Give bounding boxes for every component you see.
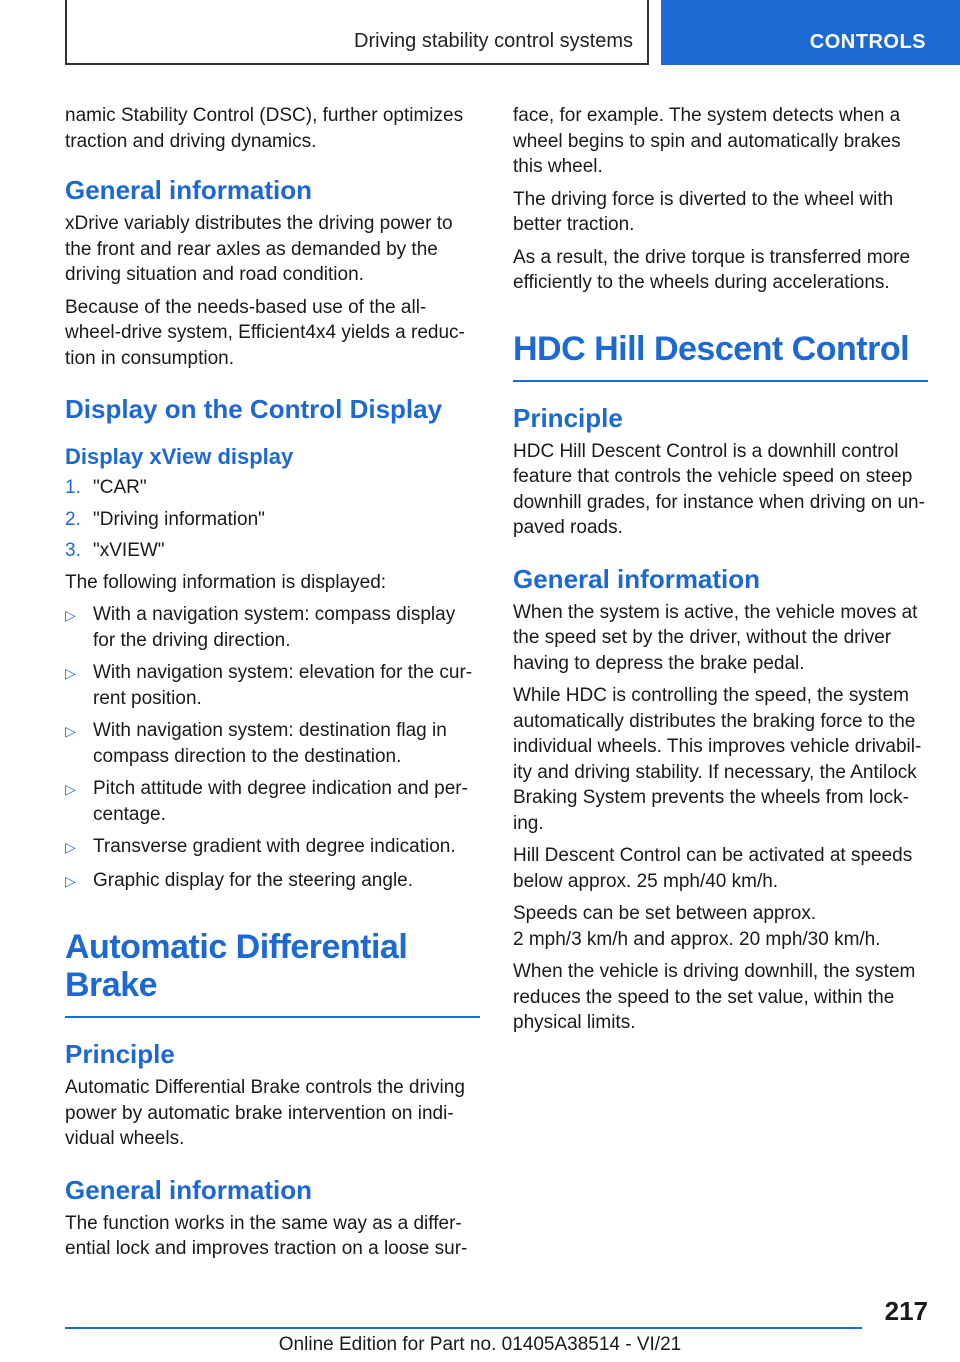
list-item	[65, 602, 480, 653]
list-item	[65, 475, 480, 501]
bullet-text: Pitch attitude with degree indication and percentage.	[93, 778, 468, 825]
adb-heading: Automatic Differential Brake	[65, 928, 480, 1018]
triangle-bullet-icon: ▷	[65, 839, 76, 855]
list-item	[65, 776, 480, 827]
header-section-title: Driving stability control systems	[354, 30, 633, 52]
adb-general-info-heading: General information	[65, 1174, 313, 1205]
general-info-heading: General information	[65, 175, 313, 205]
list-item	[65, 718, 480, 769]
triangle-bullet-icon: ▷	[65, 607, 76, 623]
footer-divider	[65, 1327, 862, 1329]
step-text: "CAR"	[93, 477, 147, 498]
adb-principle-heading: Principle	[65, 1039, 175, 1069]
bullet-text: Graphic display for the steering angle.	[93, 869, 414, 891]
list-item	[65, 538, 480, 564]
left-column	[65, 103, 480, 1269]
hdc-principle-text: HDC Hill Descent Control is a downhill control feature that controls the vehicle speed on steep downhill grades, for instance when driving on unpaved roads.	[513, 440, 925, 538]
step-number: 3.	[65, 540, 81, 561]
hdc-heading: HDC Hill Descent Control	[513, 330, 928, 382]
displayed-intro: The following information is displayed:	[65, 571, 387, 593]
right-column	[513, 103, 928, 1043]
hdc-speed-range-line-1: Speeds can be set between approx.	[513, 903, 817, 924]
right-paragraph-1: face, for example. The system detects when a wheel begins to spin and automatically brakes this wheel.	[513, 105, 901, 177]
triangle-bullet-icon: ▷	[65, 723, 76, 739]
bullet-text: With navigation system: destination flag in compass direction to the destination.	[93, 720, 447, 767]
triangle-bullet-icon: ▷	[65, 781, 76, 797]
page-number: 217	[884, 1296, 928, 1326]
intro-paragraph: namic Stability Control (DSC), further optimizes traction and driving dynamics.	[65, 105, 464, 152]
step-number: 1.	[65, 477, 81, 498]
step-text: "Driving information"	[93, 508, 265, 530]
hdc-general-info-paragraph-1: When the system is active, the vehicle moves at the speed set by the driver, without the driver having to depress the brake pedal.	[513, 601, 918, 674]
hdc-general-info-paragraph-5: When the vehicle is driving downhill, the system reduces the speed to the set value, within the physical limits.	[513, 961, 916, 1033]
bullet-text: With a navigation system: compass display for the driving direction.	[93, 604, 456, 651]
hdc-general-info-heading: General information	[513, 563, 761, 594]
bullet-text: Transverse gradient with degree indication.	[93, 836, 456, 857]
list-item	[65, 834, 480, 861]
hdc-general-info-paragraph-2: While HDC is controlling the speed, the system automatically distributes the braking force to the individual wheels. This improves vehicle drivability and driving stability. If necessary, the Antilock Braking System prevents the wheels from locking.	[513, 685, 922, 834]
list-item	[65, 868, 480, 895]
hdc-general-info-paragraph-3: Hill Descent Control can be activated at speeds below approx. 25 mph/40 km/h.	[513, 845, 913, 892]
xview-heading: Display xView display	[65, 444, 294, 469]
header-chapter-title: CONTROLS	[809, 31, 926, 53]
header-chapter-tab	[661, 0, 960, 65]
adb-principle-text: Automatic Differential Brake controls the driving power by automatic brake intervention on individual wheels.	[65, 1077, 465, 1149]
general-info-paragraph-1: xDrive variably distributes the driving power to the front and rear axles as demanded by the driving situation and road condition.	[65, 213, 453, 285]
step-number: 2.	[65, 508, 81, 530]
step-text: "xVIEW"	[93, 540, 165, 561]
bullet-list	[65, 602, 480, 894]
right-paragraph-3: As a result, the drive torque is transferred more efficiently to the wheels during accelerations.	[513, 246, 911, 293]
bullet-text: With navigation system: elevation for the current position.	[93, 662, 473, 709]
list-item	[65, 507, 480, 533]
list-item	[65, 660, 480, 711]
edition-text: Online Edition for Part no. 01405A38514 - VI/21	[278, 1334, 682, 1355]
triangle-bullet-icon: ▷	[65, 872, 76, 889]
triangle-bullet-icon: ▷	[65, 665, 76, 681]
display-heading: Display on the Control Display	[65, 394, 443, 424]
general-info-paragraph-2: Because of the needs-based use of the all-wheel-drive system, Efficient4x4 yields a reduction in consumption.	[65, 296, 465, 369]
adb-general-info-text: The function works in the same way as a differential lock and improves traction on a loose sur-	[65, 1212, 468, 1259]
right-paragraph-2: The driving force is diverted to the wheel with better traction.	[513, 188, 894, 235]
header-section-tab	[65, 0, 649, 65]
steps-list	[65, 475, 480, 564]
hdc-speed-range-line-2: 2 mph/3 km/h and approx. 20 mph/30 km/h.	[513, 928, 881, 950]
hdc-principle-heading: Principle	[513, 402, 623, 433]
